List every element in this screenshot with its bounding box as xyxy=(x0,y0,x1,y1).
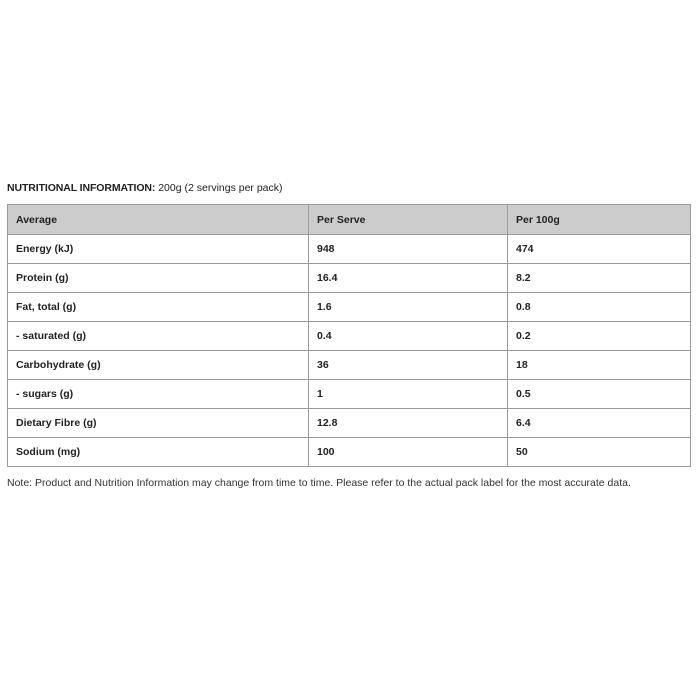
heading-label: NUTRITIONAL INFORMATION: xyxy=(7,182,156,194)
nutrient-name: - saturated (g) xyxy=(8,322,309,351)
table-row xyxy=(8,322,691,351)
table-row xyxy=(8,235,691,264)
nutrient-name: - sugars (g) xyxy=(8,380,309,409)
nutrient-name: Energy (kJ) xyxy=(8,235,309,264)
per-100g-value: 474 xyxy=(508,235,691,264)
nutrient-name: Fat, total (g) xyxy=(8,293,309,322)
nutrition-panel xyxy=(7,181,691,490)
nutrient-name: Sodium (mg) xyxy=(8,438,309,467)
nutrition-heading xyxy=(7,181,691,195)
column-header-per-100g: Per 100g xyxy=(508,205,691,235)
table-row xyxy=(8,264,691,293)
per-100g-value: 0.2 xyxy=(508,322,691,351)
per-100g-value: 0.5 xyxy=(508,380,691,409)
table-row xyxy=(8,438,691,467)
heading-value: 200g (2 servings per pack) xyxy=(155,182,283,194)
table-header-row xyxy=(8,205,691,235)
per-serve-value: 16.4 xyxy=(309,264,508,293)
per-100g-value: 6.4 xyxy=(508,409,691,438)
nutrient-name: Carbohydrate (g) xyxy=(8,351,309,380)
table-row xyxy=(8,351,691,380)
disclaimer-note: Note: Product and Nutrition Information may change from time to time. Please refer to the actual pack label for the most accurate data. xyxy=(7,477,631,489)
nutrient-name: Dietary Fibre (g) xyxy=(8,409,309,438)
per-100g-value: 8.2 xyxy=(508,264,691,293)
per-serve-value: 100 xyxy=(309,438,508,467)
per-serve-value: 12.8 xyxy=(309,409,508,438)
per-serve-value: 1 xyxy=(309,380,508,409)
per-serve-value: 1.6 xyxy=(309,293,508,322)
per-100g-value: 18 xyxy=(508,351,691,380)
table-row xyxy=(8,380,691,409)
column-header-average: Average xyxy=(8,205,309,235)
per-serve-value: 0.4 xyxy=(309,322,508,351)
per-100g-value: 50 xyxy=(508,438,691,467)
per-serve-value: 36 xyxy=(309,351,508,380)
nutrient-name: Protein (g) xyxy=(8,264,309,293)
nutrition-table xyxy=(7,204,691,467)
per-100g-value: 0.8 xyxy=(508,293,691,322)
column-header-per-serve: Per Serve xyxy=(309,205,508,235)
per-serve-value: 948 xyxy=(309,235,508,264)
table-row xyxy=(8,293,691,322)
table-row xyxy=(8,409,691,438)
